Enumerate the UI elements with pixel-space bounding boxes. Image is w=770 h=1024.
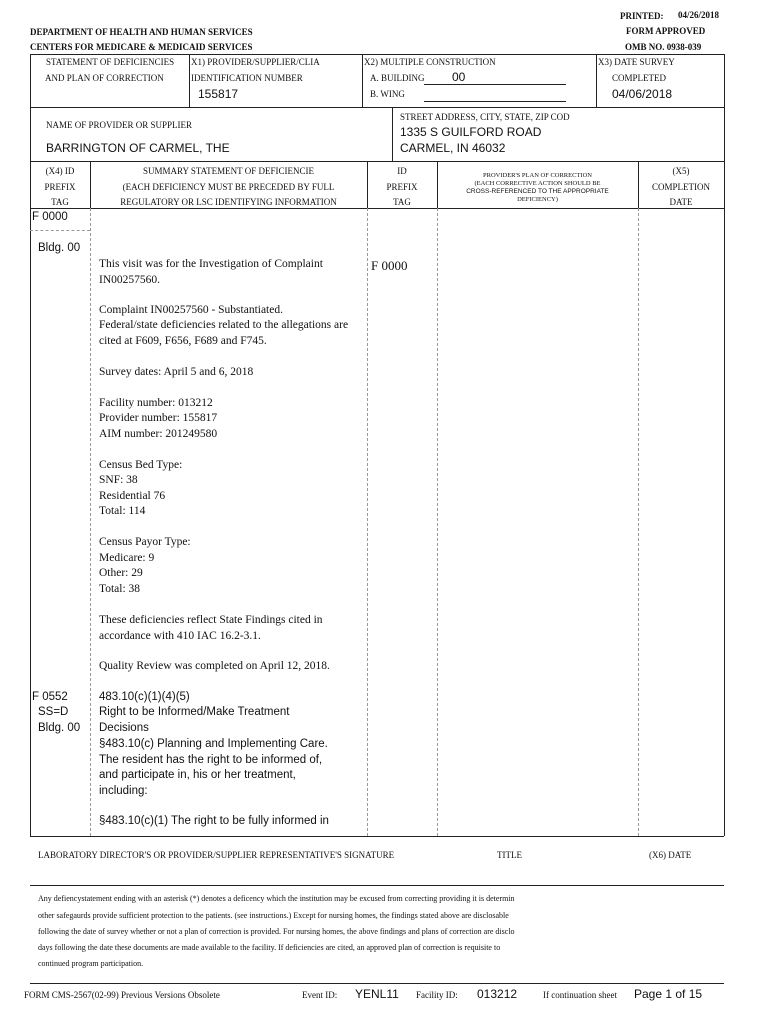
disclaimer-line-2: other safegaurds provide sufficient protection to the patients. (see instructions.) Except for nursing homes, the findings stated above are disclosable [38,911,509,920]
ident-left-border [30,54,31,107]
wing-underline [424,101,566,102]
id-header-2: PREFIX [386,182,418,192]
centers-name: CENTERS FOR MEDICARE & MEDICAID SERVICES [30,42,253,52]
body-col-div-2 [367,208,368,836]
page-number: Page 1 of 15 [634,987,703,1001]
body-col-div-4 [638,208,639,836]
statement-label-2: AND PLAN OF CORRECTION [45,73,164,83]
complaint-status: Complaint IN00257560 - Substantiated. [99,304,283,316]
x5-header-3: DATE [669,197,693,207]
visit-paragraph: This visit was for the Investigation of Complaint IN00257560. [99,258,323,286]
row-2-tag: F 0552 [32,691,68,703]
census-payor-type: Census Payor Type: [99,536,191,548]
table-left-border [30,161,31,836]
signature-bottom-border [30,885,724,886]
provider-id-value: 155817 [198,87,239,101]
wing-label: B. WING [370,89,405,99]
address-line-1: 1335 S GUILFORD ROAD [400,125,542,139]
plan-header-1: PROVIDER'S PLAN OF CORRECTION [483,172,592,179]
summary-header-1: SUMMARY STATEMENT OF DEFICIENCIE [142,166,315,176]
column-header-bottom-border [30,208,724,209]
disclaimer-line-1: Any defiencystatement ending with an asterisk (*) denotes a deficency which the institution may be excused from correcting providing it is determin [38,894,515,903]
table-right-border [724,161,725,836]
payor-medicare: Medicare: 9 [99,552,155,564]
x3-label: X3) DATE SURVEY [598,57,675,67]
census-bed-type: Census Bed Type: [99,459,183,471]
id-header-1: ID [397,166,407,176]
omb-number: OMB NO. 0938-039 [625,42,702,52]
summary-header-2: (EACH DEFICIENCY MUST BE PRECEDED BY FULL [122,182,335,192]
state-findings: These deficiencies reflect State Findings cited in accordance with 410 IAC 16.2-3.1. [99,614,323,642]
plan-header-3: CROSS-REFERENCED TO THE APPROPRIATE [466,188,609,195]
form-approved: FORM APPROVED [626,26,706,36]
census-residential: Residential 76 [99,490,166,502]
row-1-tag: F 0000 [32,211,68,223]
x2-label: X2) MULTIPLE CONSTRUCTION [364,57,496,67]
body-col-div-1 [90,208,91,836]
signature-date: (X6) DATE [649,850,692,860]
row-1-bldg: Bldg. 00 [38,242,81,254]
provider-name-label: NAME OF PROVIDER OR SUPPLIER [46,120,193,130]
f552-right: §483.10(c)(1) The right to be fully informed in [99,815,329,827]
summary-header-3: REGULATORY OR LSC IDENTIFYING INFORMATION [120,197,337,207]
census-total: Total: 114 [99,505,146,517]
printed-label: PRINTED: [620,11,664,21]
disclaimer-line-5: continued program participation. [38,959,144,968]
statement-label-1: STATEMENT OF DEFICIENCIES [46,57,175,67]
facility-number: Facility number: 013212 [99,397,213,409]
ident-divider-1 [189,54,190,107]
form-number: FORM CMS-2567(02-99) Previous Versions Obsolete [24,990,220,1000]
continuation-label: If continuation sheet [543,990,617,1000]
x1-label-2: IDENTIFICATION NUMBER [191,73,303,83]
body-col-div-3 [437,208,438,836]
x4-header-3: TAG [51,197,69,207]
f552-title: Right to be Informed/Make Treatment Decisions [99,706,290,734]
signature-label: LABORATORY DIRECTOR'S OR PROVIDER/SUPPLIER REPRESENTATIVE'S SIGNATURE [38,850,395,860]
ident-bottom-border [30,107,724,108]
x4-header-1: (X4) ID [45,166,75,176]
building-underline [424,84,566,85]
plan-header-4: DEFICIENCY) [517,196,558,203]
payor-total: Total: 38 [99,583,141,595]
complaint-detail: Federal/state deficiencies related to the allegations are cited at F609, F656, F689 and F745. [99,319,349,347]
f552-planning: §483.10(c) Planning and Implementing Care. The resident has the right to be informed of, and participate in, his or her treatment, including: [99,738,328,797]
row-1-id-tag: F 0000 [371,258,408,273]
facility-id-value: 013212 [477,987,518,1001]
building-value: 00 [452,70,466,84]
ident-divider-3 [596,54,597,107]
printed-date: 04/26/2018 [678,10,720,20]
aim-number: AIM number: 201249580 [99,428,218,440]
plan-header-2: (EACH CORRECTIVE ACTION SHOULD BE [474,180,601,187]
x1-label: X1) PROVIDER/SUPPLIER/CLIA [191,57,320,67]
f552-regulation: 483.10(c)(1)(4)(5) [99,691,190,703]
disclaimer-line-4: days following the date these documents are made available to the facility. If deficiencies are cited, an approved plan of correction is requisite to [38,943,501,952]
department-name: DEPARTMENT OF HEALTH AND HUMAN SERVICES [30,27,253,37]
x4-header-2: PREFIX [44,182,76,192]
facility-id-label: Facility ID: [416,990,458,1000]
row-2-bldg: Bldg. 00 [38,722,81,734]
ident-top-border [30,54,724,55]
provider-right-border [724,107,725,161]
ident-divider-2 [362,54,363,107]
address-label: STREET ADDRESS, CITY, STATE, ZIP COD [400,112,570,122]
quality-review: Quality Review was completed on April 12, 2018. [99,660,330,672]
survey-dates: Survey dates: April 5 and 6, 2018 [99,366,254,378]
event-id-label: Event ID: [302,990,338,1000]
provider-divider [392,107,393,161]
footer-top-border [30,983,724,984]
census-snf: SNF: 38 [99,474,138,486]
row-2-scope: SS=D [38,706,69,718]
payor-other: Other: 29 [99,567,143,579]
survey-date-value: 04/06/2018 [612,87,673,101]
provider-bottom-border [30,161,724,162]
id-header-3: TAG [393,197,411,207]
signature-title: TITLE [497,850,522,860]
provider-left-border [30,107,31,161]
event-id-value: YENL11 [355,987,399,1001]
provider-name-value: BARRINGTON OF CARMEL, THE [46,141,230,155]
x5-header-2: COMPLETION [652,182,710,192]
address-line-2: CARMEL, IN 46032 [400,141,506,155]
building-label: A. BUILDING [370,73,425,83]
provider-number: Provider number: 155817 [99,412,218,424]
signature-top-border [30,836,724,837]
ident-right-border [724,54,725,107]
disclaimer-line-3: following the date of survey whether or not a plan of correction is provided. For nursing homes, the above findings and plans of correction are disclo [38,927,515,936]
tag-row-divider [30,230,90,231]
x3-label-2: COMPLETED [612,73,666,83]
x5-header-1: (X5) [672,166,690,176]
